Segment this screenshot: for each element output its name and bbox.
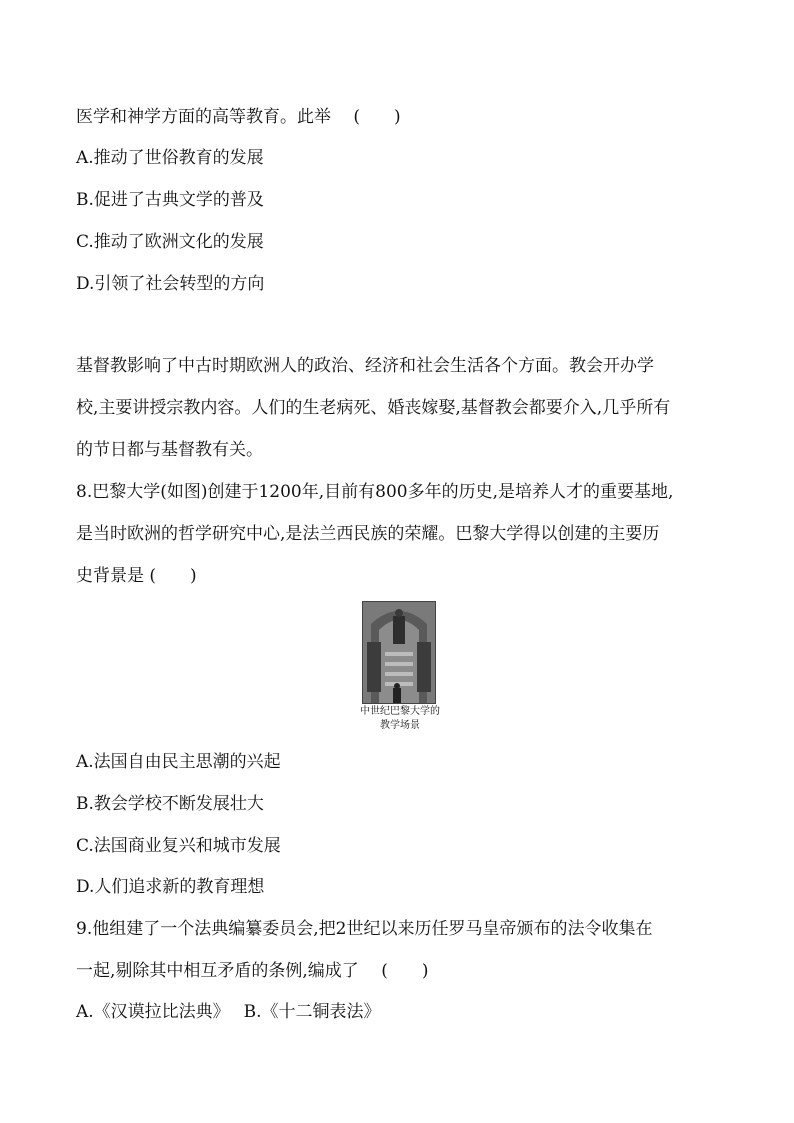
material-line-3: 的节日都与基督教有关。 — [76, 440, 263, 460]
paris-university-illustration — [362, 601, 436, 704]
q7-option-c: C.推动了欧洲文化的发展 — [76, 232, 264, 252]
q8-stem-line-2: 是当时欧洲的哲学研究中心,是法兰西民族的荣耀。巴黎大学得以创建的主要历 — [76, 524, 660, 544]
q8-stem-line-3: 史背景是 ( ) — [76, 566, 197, 586]
figure-caption-line-1: 中世纪巴黎大学的 — [360, 706, 440, 717]
q9-options-line: A.《汉谟拉比法典》 B.《十二铜表法》 — [76, 1002, 381, 1022]
q7-option-d: D.引领了社会转型的方向 — [76, 274, 265, 294]
q8-option-d: D.人们追求新的教育理想 — [76, 877, 265, 897]
engraving-drawing — [363, 602, 435, 703]
q8-option-c: C.法国商业复兴和城市发展 — [76, 836, 281, 856]
q7-option-a: A.推动了世俗教育的发展 — [76, 148, 264, 168]
q7-option-b: B.促进了古典文学的普及 — [76, 190, 264, 210]
material-line-1: 基督教影响了中古时期欧洲人的政治、经济和社会生活各个方面。教会开办学 — [76, 356, 654, 376]
q9-stem-line-1: 9.他组建了一个法典编纂委员会,把2世纪以来历任罗马皇帝颁布的法令收集在 — [76, 919, 653, 939]
q8-option-a: A.法国自由民主思潮的兴起 — [76, 752, 281, 772]
q9-stem-line-2: 一起,剔除其中相互矛盾的条例,编成了 ( ) — [76, 961, 429, 981]
q8-stem-line-1: 8.巴黎大学(如图)创建于1200年,目前有800多年的历史,是培养人才的重要基地, — [76, 482, 674, 502]
figure-caption-line-2: 教学场景 — [380, 720, 420, 731]
material-line-2: 校,主要讲授宗教内容。人们的生老病死、婚丧嫁娶,基督教会都要介入,几乎所有 — [76, 398, 671, 418]
q7-stem-tail: 医学和神学方面的高等教育。此举 ( ) — [76, 107, 401, 127]
q8-option-b: B.教会学校不断发展壮大 — [76, 794, 264, 814]
